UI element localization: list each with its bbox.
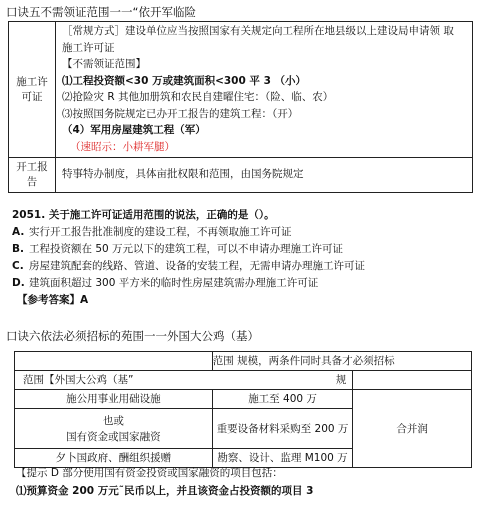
permit-mnemonic: （速昭示：小耕军腿）	[70, 140, 175, 153]
tip-line-1: 【提示 D 部分使用国有资金投资或国家融资的项目包括：	[16, 467, 283, 479]
option-b: B. 工程投资额在 50 万元以下的建筑工程，可以不申请办理施工许可证	[12, 243, 344, 255]
tip-line-2: ⑴预算资金 200 万元˜民币以上，并且该资金占投资额的项目 3	[16, 485, 314, 497]
permit-line-regular-cont: 施工许可证	[62, 41, 115, 54]
permit-line-3: ⑶按照国务院规定已办开工报告的建筑工程：（开）	[62, 107, 299, 120]
question-block	[12, 207, 365, 309]
permit-line-regular: ［常规方式］建设单位应当按照国家有关规定向工程所在地县级以上建设局申请领 取	[62, 25, 454, 37]
permit-cell	[56, 22, 473, 158]
permit-line-exempt-title: 【不需领证范围】	[62, 58, 146, 70]
section2-heading: 口诀六依法必须招标的苑围一一外国大公鸡（基）	[6, 329, 259, 343]
bidding-table	[14, 351, 472, 468]
merge-cell: 合并润	[353, 390, 472, 468]
bidding-scope-row: 范围【外国大公鸡（基” 规	[15, 371, 353, 390]
scale-equipment: 重要设备材料采购至 200 万	[212, 409, 353, 449]
permit-label: 施工许可证	[9, 22, 56, 158]
scale-survey-design: 勘察、设计、监理 M100 万	[212, 449, 353, 468]
report-text: 特事特办制度，具体亩批权限和范围，由国务院规定	[56, 158, 473, 193]
bidding-header: 范围 规模，两条件同时具备才必须招标	[212, 352, 471, 371]
option-d: D. 建筑面积超过 300 平方米的临时性房屋建筑需办理施工许可证	[12, 277, 319, 289]
scale-construction: 施工至 400 万	[212, 390, 353, 409]
permit-line-2: ⑵抢险灾 R 其他加册筑和农民自建曜住宅：（险、临、农）	[62, 91, 334, 103]
permit-line-4: （4）军用房屋建筑工程（军）	[62, 124, 206, 136]
question-stem: 2051. 关于施工许可证适用范围的说法，正确的是（）。	[12, 209, 275, 221]
scope-infrastructure: 施公用事业用础设施	[15, 390, 213, 409]
report-label: 开工报告	[9, 158, 56, 193]
answer: 【参考答案】A	[17, 294, 89, 306]
option-c: C. 房屋建筑配套的线路、管道、设备的安装工程，无需申请办理施工许可证	[12, 260, 365, 272]
permit-line-1: ⑴工程投资额<30 万或建筑面积<300 平 3 （小）	[62, 74, 307, 87]
scope-foreign-aid: 夕卜国政府、酬组织援赠	[15, 449, 213, 468]
permit-table	[8, 21, 473, 193]
section1-heading: 口诀五不需领证范围一一“依开军临险	[6, 5, 196, 19]
option-a: A. 实行开工报告批准制度的建设工程，不再领取施工许可证	[12, 226, 292, 238]
scope-state-funds: 也或 国有资金或国家融资	[15, 409, 213, 449]
